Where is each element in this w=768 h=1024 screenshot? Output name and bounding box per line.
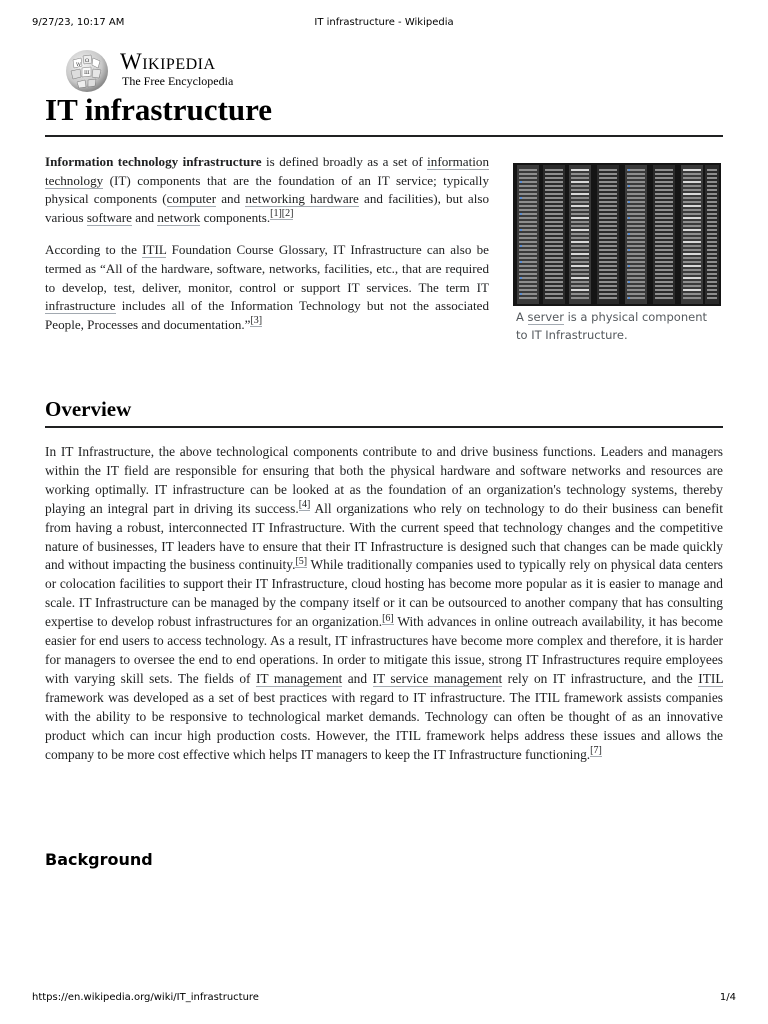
wikipedia-wordmark: Wikipedia: [120, 49, 216, 74]
text: While traditionally companies used to typically rely on physical data centers or colocation facilities to support their IT Infrastructure, cloud hosting has become more popular as it is easier to manage and scale. IT Infrastructure can be managed by the company itself or it can be outsourced to another company that has consulting expertise to develop robust infrastructures for an organization.: [45, 557, 723, 630]
caption-text: is a physical component to IT Infrastructure.: [516, 310, 707, 342]
citation-text[interactable]: [6]: [382, 612, 394, 624]
overview-heading: Overview: [45, 397, 132, 421]
server-rack-image[interactable]: [513, 163, 721, 306]
text: and: [131, 209, 158, 225]
wikipedia-logo[interactable]: [63, 46, 263, 94]
citation-4[interactable]: [299, 499, 311, 511]
text: In IT Infrastructure, the above technological components contribute to and drive business functions. Leaders and managers within the IT field are responsible for ensuring that both the physical hardware and software networks and resources are working optimally. IT infrastructure can be looked at as the foundation of an organization's technology systems, thereby playing an integral part in driving its success.: [45, 444, 723, 516]
print-url: https://en.wikipedia.org/wiki/IT_infrastructure: [32, 992, 259, 1003]
lead-section: [45, 153, 489, 348]
link-server[interactable]: server: [527, 310, 564, 324]
citation-5[interactable]: [295, 556, 307, 568]
text: includes all of the Information Technology but not the associated People, Processes and documentation.”: [45, 298, 489, 332]
text: and: [216, 191, 246, 207]
svg-text:Ш: Ш: [84, 70, 90, 76]
citation-text[interactable]: [5]: [295, 555, 308, 567]
link-networking-hardware[interactable]: networking hardware: [245, 191, 359, 207]
text: All organizations who rely on technology to do their business can benefit from having a robust, interconnected IT Infrastructure. With the current speed that technology changes and the competitive nature of businesses, IT leaders have to ensure that their IT Infrastructure is designed such that changes can be made quickly and without impacting the business continuity.: [45, 500, 723, 573]
print-header: [32, 17, 736, 31]
text: is defined broadly as a set of: [261, 154, 428, 169]
figure-caption: [513, 308, 721, 344]
print-page-number: 1/4: [719, 992, 736, 1003]
lead-paragraph-1: [45, 153, 489, 227]
citation-7[interactable]: [590, 745, 602, 757]
text: According to the: [45, 242, 143, 258]
text: Foundation Course Glossary, IT Infrastructure can also be termed as “All of the hardware, software, networks, facilities, etc., that are required to develop, test, deliver, monitor, control or support IT services. The term IT: [45, 242, 489, 295]
link-it-service-management[interactable]: IT service management: [372, 670, 503, 686]
server-figure: [513, 163, 721, 344]
link-information-technology[interactable]: information technology: [45, 154, 489, 188]
text: With advances in online outreach availability, it has become easier for end users to access technology. As a result, IT infrastructures have become more complex and therefore, it is harder for managers to oversee the end to end operations. In order to mitigate this issue, strong IT Infrastructures require employees with varying skill sets. The fields of: [45, 614, 723, 686]
link-itil[interactable]: ITIL: [142, 242, 167, 258]
citation-text[interactable]: [7]: [590, 745, 602, 757]
link-software[interactable]: software: [86, 209, 132, 225]
citation-3[interactable]: [250, 315, 262, 327]
citation-text[interactable]: [1]: [270, 208, 282, 220]
citation-6[interactable]: [382, 613, 394, 625]
print-datetime: 9/27/23, 10:17 AM: [32, 17, 125, 28]
link-network[interactable]: network: [157, 209, 201, 225]
title-divider: [45, 135, 723, 137]
text: and: [342, 670, 373, 686]
overview-paragraph: [45, 443, 723, 764]
text: rely on IT infrastructure, and the: [502, 670, 699, 686]
citation-1[interactable]: [270, 208, 282, 220]
background-heading: Background: [45, 850, 153, 869]
link-it-management[interactable]: IT management: [255, 670, 343, 686]
svg-text:W: W: [76, 62, 82, 68]
text: components.: [200, 209, 271, 225]
bold-term: Information technology infrastructure: [45, 154, 262, 169]
overview-divider: [45, 426, 723, 428]
print-page-title: IT infrastructure - Wikipedia: [314, 17, 454, 28]
citation-2[interactable]: [282, 208, 294, 220]
link-itil[interactable]: ITIL: [698, 670, 724, 686]
citation-text[interactable]: [2]: [281, 208, 294, 220]
citation-text[interactable]: [3]: [250, 315, 263, 327]
text: and facilities), but also various: [45, 191, 490, 225]
page-title: IT infrastructure: [45, 92, 273, 127]
citation-text[interactable]: [4]: [298, 499, 311, 511]
link-computer[interactable]: computer: [166, 191, 217, 207]
lead-paragraph-2: [45, 241, 489, 334]
caption-text: A: [516, 310, 528, 324]
text: framework was developed as a set of best practices with regard to IT infrastructure. The ITIL framework assists companies with the ability to be responsive to technological market demands. Technology can often be thought of as an innovative product which can incur high production costs. However, the ITIL framework helps address these issues and allows the company to be more cost effective which helps IT managers to keep the IT Infrastructure functioning.: [45, 689, 723, 762]
link-infrastructure[interactable]: infrastructure: [45, 298, 116, 314]
text: (IT) components that are the foundation of an IT service; typically physical components (: [45, 172, 489, 207]
svg-text:Ω: Ω: [85, 58, 90, 64]
print-footer: [32, 992, 736, 1006]
wikipedia-globe-icon: [63, 46, 111, 94]
wikipedia-tagline: The Free Encyclopedia: [122, 74, 234, 88]
